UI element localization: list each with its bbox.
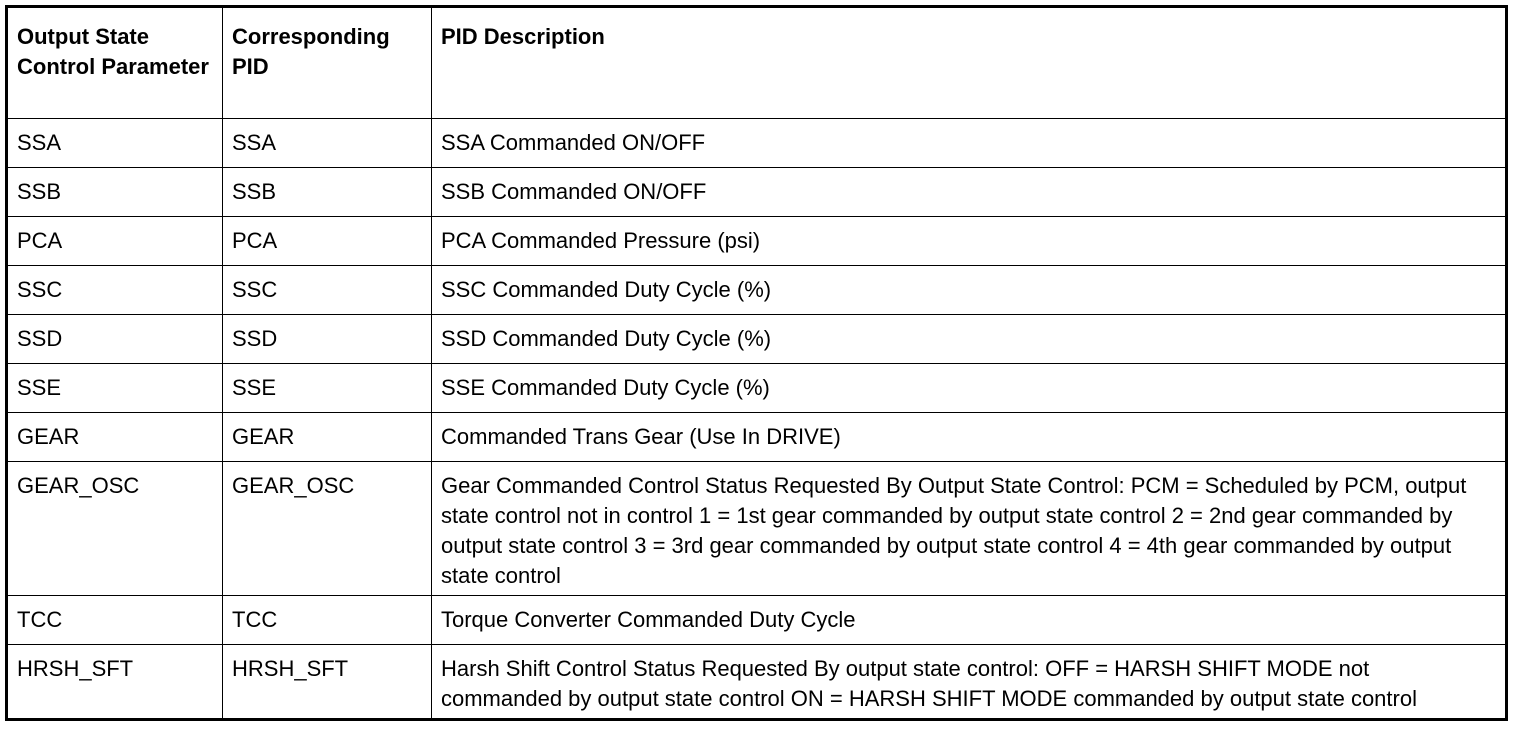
header-corresponding-pid: Corresponding PID	[223, 7, 432, 119]
table-header-row	[7, 7, 1507, 119]
table-row	[7, 266, 1507, 315]
pid-cell: GEAR_OSC	[223, 462, 432, 596]
parameter-cell: SSD	[7, 315, 223, 364]
parameter-cell: SSA	[7, 119, 223, 168]
pid-cell: SSD	[223, 315, 432, 364]
parameter-cell: GEAR_OSC	[7, 462, 223, 596]
pid-cell: HRSH_SFT	[223, 645, 432, 720]
pid-cell: SSA	[223, 119, 432, 168]
pid-cell: SSE	[223, 364, 432, 413]
parameter-cell: PCA	[7, 217, 223, 266]
pid-cell: SSC	[223, 266, 432, 315]
parameter-cell: GEAR	[7, 413, 223, 462]
description-cell: SSD Commanded Duty Cycle (%)	[432, 315, 1507, 364]
header-output-state-control-parameter: Output State Control Parameter	[7, 7, 223, 119]
parameter-cell: HRSH_SFT	[7, 645, 223, 720]
description-cell: Harsh Shift Control Status Requested By output state control: OFF = HARSH SHIFT MODE not commanded by output state control ON = HARSH SHIFT MODE commanded by output state control	[432, 645, 1507, 720]
parameter-cell: SSE	[7, 364, 223, 413]
table-row	[7, 413, 1507, 462]
description-cell: SSE Commanded Duty Cycle (%)	[432, 364, 1507, 413]
table-row	[7, 462, 1507, 596]
table-row	[7, 364, 1507, 413]
parameter-cell: TCC	[7, 596, 223, 645]
pid-cell: PCA	[223, 217, 432, 266]
table-row	[7, 217, 1507, 266]
description-cell: Torque Converter Commanded Duty Cycle	[432, 596, 1507, 645]
description-cell: Commanded Trans Gear (Use In DRIVE)	[432, 413, 1507, 462]
table-row	[7, 645, 1507, 720]
description-cell: PCA Commanded Pressure (psi)	[432, 217, 1507, 266]
description-cell: Gear Commanded Control Status Requested By Output State Control: PCM = Scheduled by PCM, output state control not in control 1 = 1st gear commanded by output state control 2 = 2nd gear commanded by output state control 3 = 3rd gear commanded by output state control 4 = 4th gear commanded by output state control	[432, 462, 1507, 596]
description-cell: SSC Commanded Duty Cycle (%)	[432, 266, 1507, 315]
pid-cell: SSB	[223, 168, 432, 217]
table-row	[7, 596, 1507, 645]
header-pid-description: PID Description	[432, 7, 1507, 119]
output-state-control-table	[5, 5, 1508, 721]
parameter-cell: SSC	[7, 266, 223, 315]
parameter-cell: SSB	[7, 168, 223, 217]
pid-cell: TCC	[223, 596, 432, 645]
table-row	[7, 119, 1507, 168]
table-row	[7, 315, 1507, 364]
table-row	[7, 168, 1507, 217]
description-cell: SSB Commanded ON/OFF	[432, 168, 1507, 217]
description-cell: SSA Commanded ON/OFF	[432, 119, 1507, 168]
pid-cell: GEAR	[223, 413, 432, 462]
